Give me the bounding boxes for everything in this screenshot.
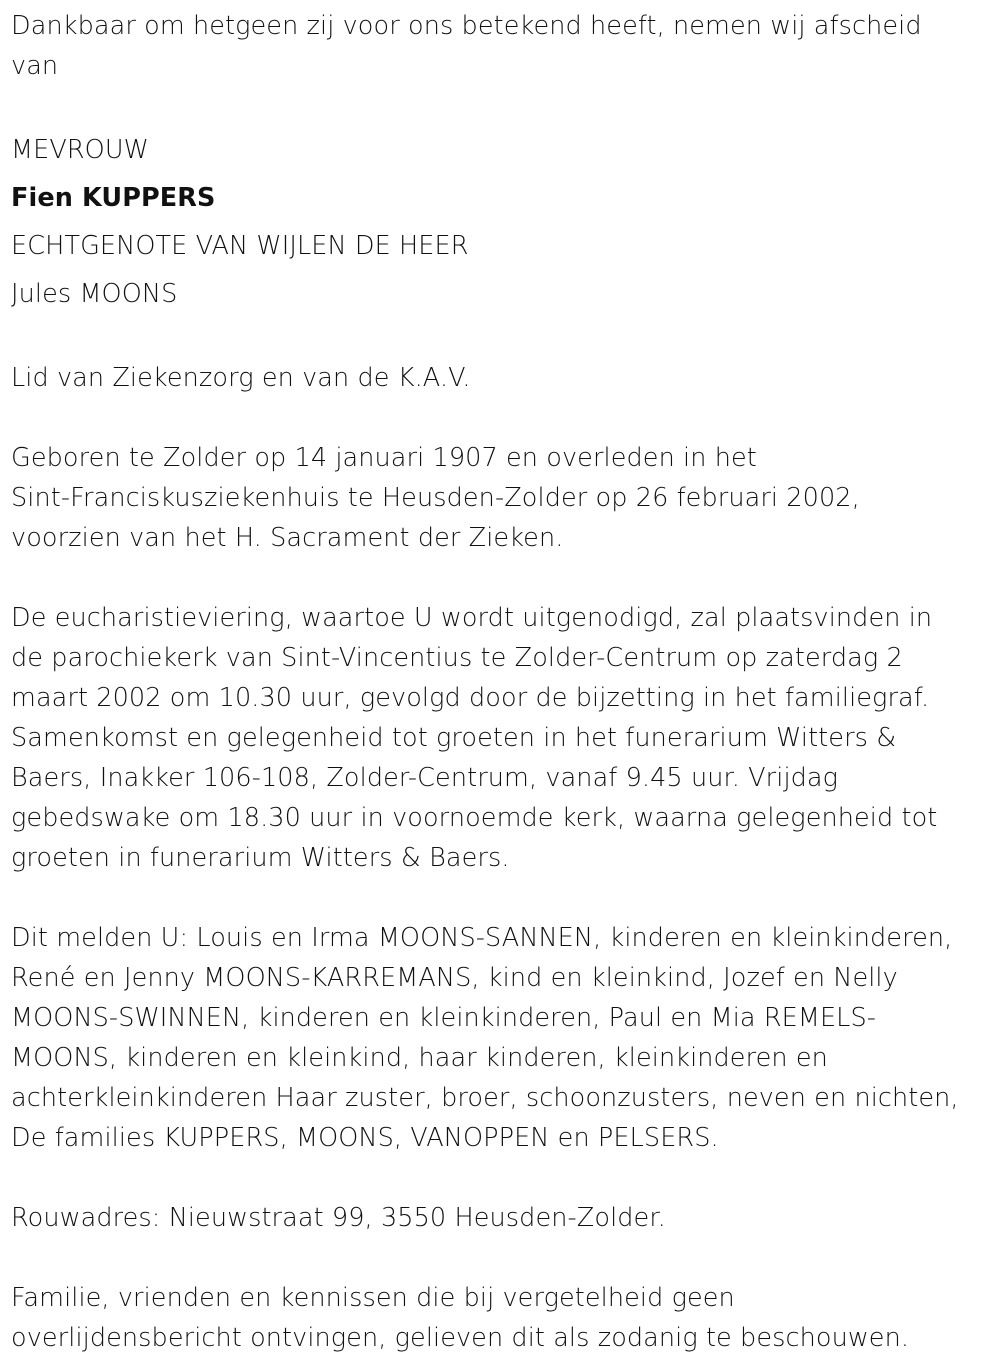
paragraph-gap [11,318,990,358]
closing-paragraph [11,1278,990,1358]
text-line: René en Jenny MOONS-KARREMANS, kind en kleinkind, Jozef en Nelly [11,963,898,993]
address-paragraph [11,1198,990,1238]
deceased-header [11,126,990,318]
text-line: overlijdensbericht ontvingen, gelieven dit als zodanig te beschouwen. [11,1323,910,1353]
text-line: de parochiekerk van Sint-Vincentius te Zolder-Centrum op zaterdag 2 [11,643,903,673]
text-line: Samenkomst en gelegenheid tot groeten in het funerarium Witters & [11,723,897,753]
intro-paragraph [11,6,990,86]
ceremony-paragraph [11,598,990,878]
text-line: De eucharistieviering, waartoe U wordt uitgenodigd, zal plaatsvinden in [11,603,933,633]
text-line: De families KUPPERS, MOONS, VANOPPEN en PELSERS. [11,1123,719,1153]
text-line: achterkleinkinderen Haar zuster, broer, schoonzusters, neven en nichten, [11,1083,959,1113]
paragraph-gap [11,558,990,598]
family-paragraph [11,918,990,1158]
text-line: voorzien van het H. Sacrament der Zieken. [11,523,564,553]
text-line: gebedswake om 18.30 uur in voornoemde kerk, waarna gelegenheid tot [11,803,938,833]
text-line: maart 2002 om 10.30 uur, gevolgd door de bijzetting in het familiegraf. [11,683,930,713]
relation-line: ECHTGENOTE VAN WIJLEN DE HEER [11,231,469,261]
text-line: Lid van Ziekenzorg en van de K.A.V. [11,363,471,393]
text-line: van [11,51,59,81]
birth-death-paragraph [11,438,990,558]
paragraph-gap [11,398,990,438]
text-line: Baers, Inakker 106-108, Zolder-Centrum, vanaf 9.45 uur. Vrijdag [11,763,839,793]
paragraph-gap [11,878,990,918]
text-line: Dit melden U: Louis en Irma MOONS-SANNEN, kinderen en kleinkinderen, [11,923,953,953]
paragraph-gap [11,86,990,126]
deceased-name: Fien KUPPERS [11,183,216,213]
text-line: Geboren te Zolder op 14 januari 1907 en overleden in het [11,443,757,473]
text-line: MOONS, kinderen en kleinkind, haar kinderen, kleinkinderen en [11,1043,828,1073]
membership-paragraph [11,358,990,398]
spouse-name: Jules MOONS [11,279,178,309]
paragraph-gap [11,1158,990,1198]
title-line: MEVROUW [11,135,149,165]
text-line: Dankbaar om hetgeen zij voor ons betekend heeft, nemen wij afscheid [11,11,922,41]
text-line: MOONS-SWINNEN, kinderen en kleinkinderen, Paul en Mia REMELS- [11,1003,877,1033]
text-line: Familie, vrienden en kennissen die bij vergetelheid geen [11,1283,735,1313]
text-line: Rouwadres: Nieuwstraat 99, 3550 Heusden-Zolder. [11,1203,666,1233]
paragraph-gap [11,1238,990,1278]
text-line: groeten in funerarium Witters & Baers. [11,843,510,873]
text-line: Sint-Franciskusziekenhuis te Heusden-Zolder op 26 februari 2002, [11,483,860,513]
